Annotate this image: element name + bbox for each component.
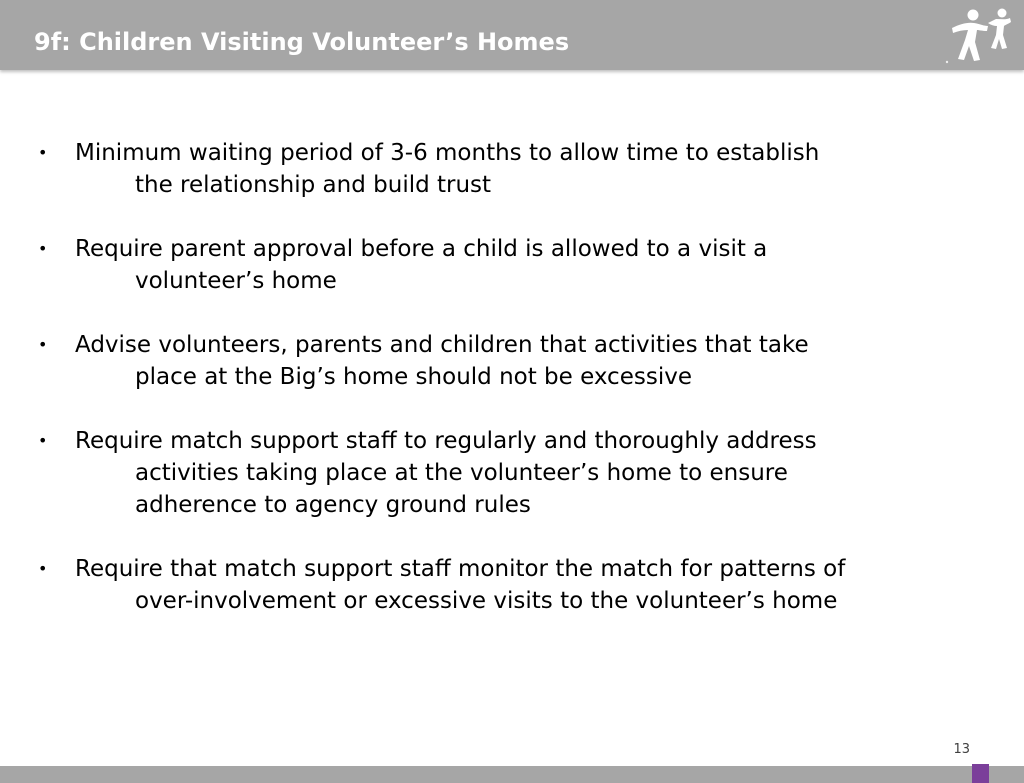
bullet-marker: •	[38, 335, 48, 354]
figures-logo-icon	[944, 4, 1016, 66]
slide-title: 9f: Children Visiting Volunteer’s Homes	[34, 28, 570, 56]
bullet-text-line: Require match support staff to regularly and thoroughly address	[75, 428, 817, 454]
bullet-text-line: Minimum waiting period of 3-6 months to allow time to establish	[75, 140, 820, 166]
bullet-text-line: adherence to agency ground rules	[135, 492, 531, 518]
bullet-marker: •	[38, 143, 48, 162]
bullet-marker: •	[38, 431, 48, 450]
bullet-text-line: Require that match support staff monitor the match for patterns of	[75, 556, 846, 582]
footer-accent	[972, 764, 989, 783]
page-number: 13	[953, 742, 970, 757]
title-bar	[0, 0, 1024, 70]
bullet-text-line: Require parent approval before a child is allowed to a visit a	[75, 236, 768, 262]
bullet-text-line: over-involvement or excessive visits to the volunteer’s home	[135, 588, 838, 614]
bullet-list	[0, 137, 1024, 649]
bullet-item	[0, 553, 1024, 617]
bullet-item	[0, 137, 1024, 201]
bullet-text-line: activities taking place at the volunteer’s home to ensure	[135, 460, 788, 486]
bullet-marker: •	[38, 559, 48, 578]
bullet-item	[0, 233, 1024, 297]
bullet-text-line: Advise volunteers, parents and children that activities that take	[75, 332, 809, 358]
bullet-text-line: volunteer’s home	[135, 268, 337, 294]
bullet-item	[0, 329, 1024, 393]
bullet-marker: •	[38, 239, 48, 258]
bullet-text-line: place at the Big’s home should not be excessive	[135, 364, 692, 390]
bullet-item	[0, 425, 1024, 521]
bullet-text-line: the relationship and build trust	[135, 172, 492, 198]
footer-bar	[0, 766, 1024, 783]
